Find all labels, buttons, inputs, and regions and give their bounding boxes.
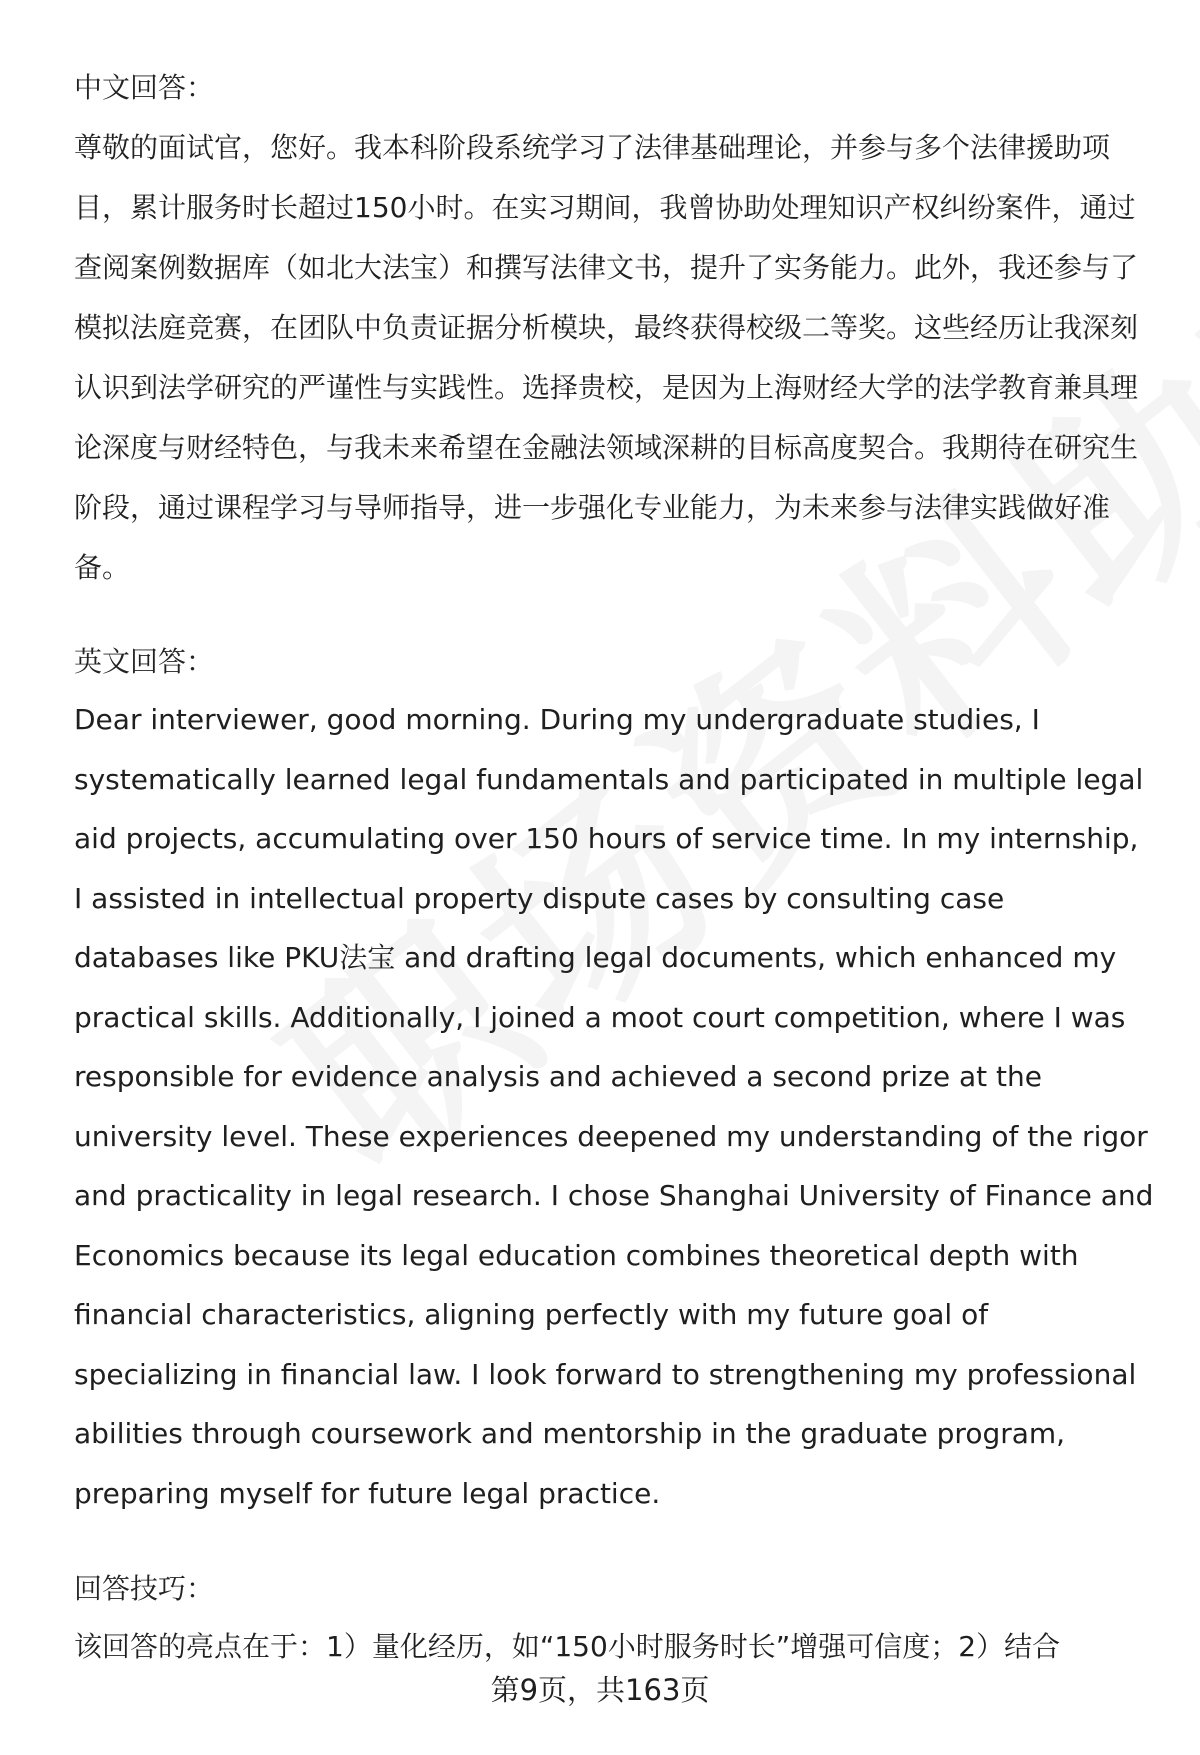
document-page bbox=[74, 66, 1154, 1677]
chinese-answer-text: 尊敬的面试官，您好。我本科阶段系统学习了法律基础理论，并参与多个法律援助项目，累计服务时长超过150小时。在实习期间，我曾协助处理知识产权纠纷案件，通过查阅案例数据库（如北大法宝）和撰写法律文书，提升了实务能力。此外，我还参与了模拟法庭竞赛，在团队中负责证据分析模块，最终获得校级二等奖。这些经历让我深刻认识到法学研究的严谨性与实践性。选择贵校，是因为上海财经大学的法学教育兼具理论深度与财经特色，与我未来希望在金融法领域深耕的目标高度契合。我期待在研究生阶段，通过课程学习与导师指导，进一步强化专业能力，为未来参与法律实践做好准备。 bbox=[74, 131, 1139, 584]
english-answer-label: 英文回答： bbox=[74, 645, 215, 678]
answer-tips-label: 回答技巧： bbox=[74, 1572, 215, 1605]
chinese-answer-section bbox=[74, 66, 1154, 598]
answer-tips-section bbox=[74, 1567, 1154, 1677]
answer-tips-text: 该回答的亮点在于：1）量化经历，如“150小时服务时长”增强可信度；2）结合 bbox=[74, 1630, 1061, 1663]
page-number-footer: 第9页，共163页 bbox=[490, 1673, 710, 1707]
chinese-answer-label: 中文回答： bbox=[74, 71, 215, 104]
english-answer-text: Dear interviewer, good morning. During my undergraduate studies, I systematically learned legal fundamentals and participated in multiple legal aid projects, accumulating over 150 hours of service time. In my internship, I assisted in intellectual property dispute cases by consulting case databases like PKU法宝 and drafting legal documents, which enhanced my practical skills. Additionally, I joined a moot court competition, where I was responsible for evidence analysis and achieved a second prize at the university level. These experiences deepened my understanding of the rigor and practicality in legal research. I chose Shanghai University of Finance and Economics because its legal education combines theoretical depth with financial characteristics, aligning perfectly with my future goal of specializing in financial law. I look forward to strengthening my professional abilities through coursework and mentorship in the graduate program, preparing myself for future legal practice. bbox=[74, 703, 1154, 1510]
english-answer-section bbox=[74, 640, 1154, 1523]
